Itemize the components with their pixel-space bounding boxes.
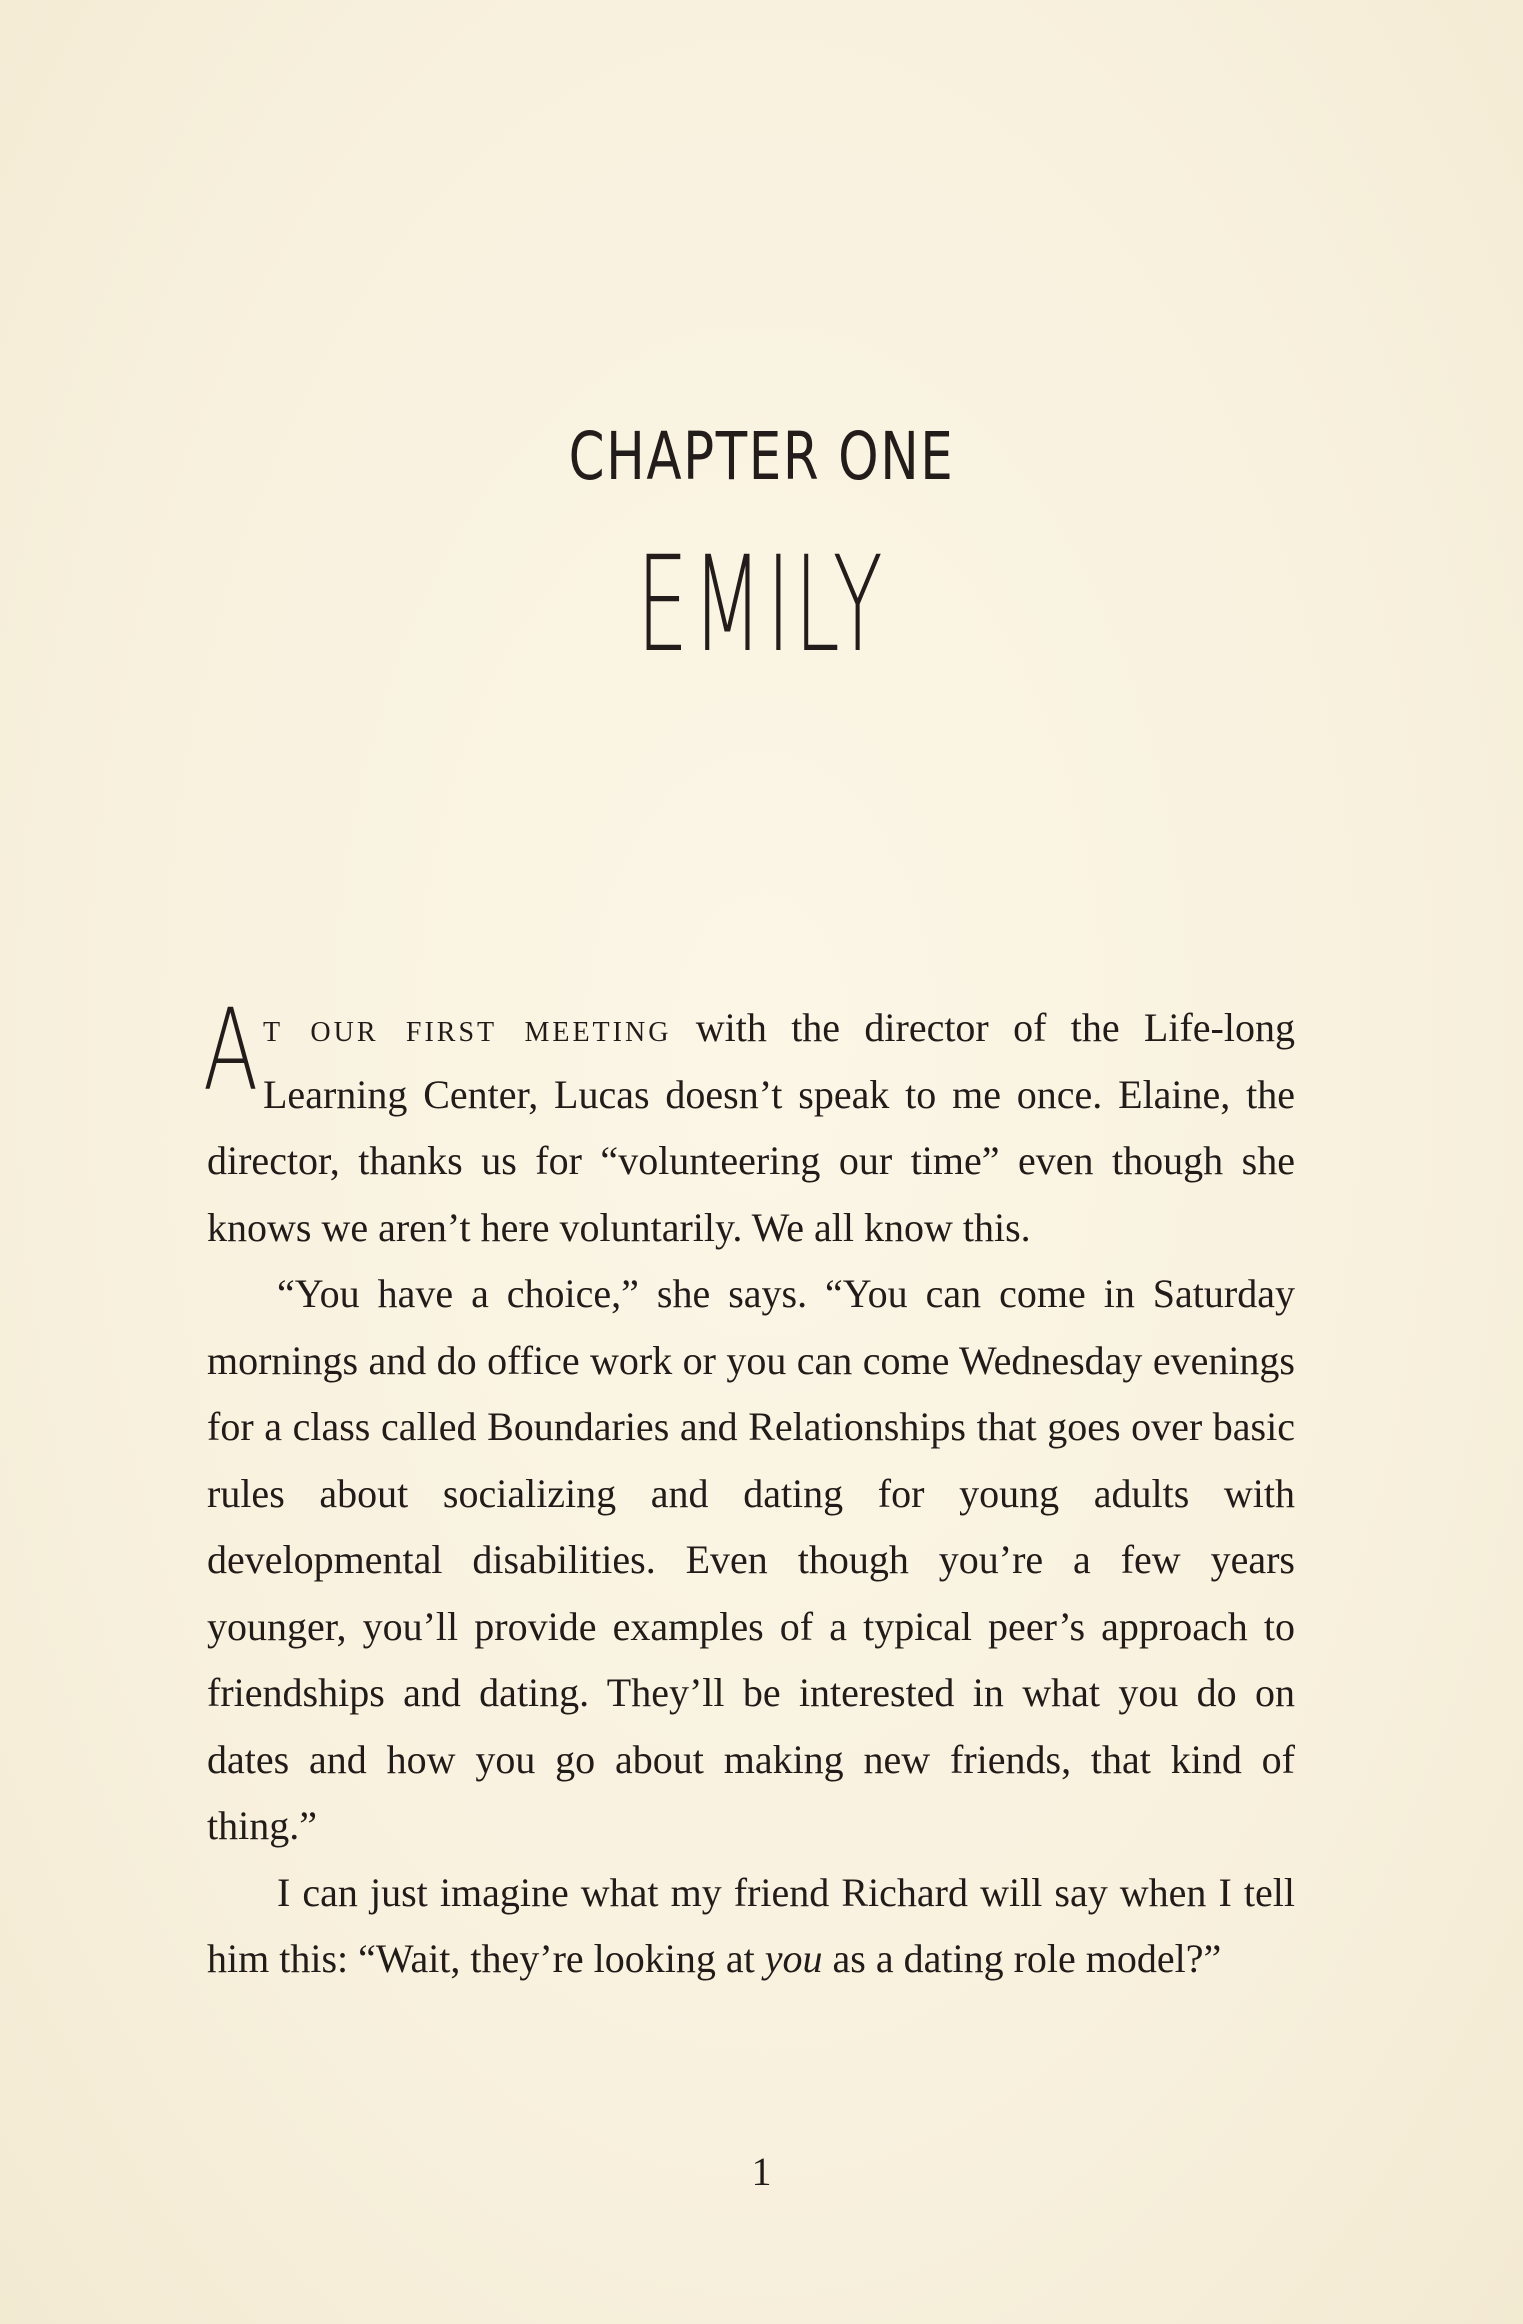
chapter-title: EMILY — [636, 528, 887, 682]
chapter-body — [203, 986, 1295, 1993]
paragraph-1 — [203, 986, 1295, 1261]
emphasis-you: you — [764, 1936, 823, 1981]
opening-small-caps: t our first meeting — [263, 1005, 672, 1050]
paragraph-1-text: with the director of the Life-long Learning Center, Lucas doesn’t speak to me once. Elaine, the director, thanks us for “volunteering our time” even though she knows we aren’t here voluntarily. We all know this. — [207, 1005, 1295, 1250]
drop-cap: A — [203, 986, 259, 1116]
chapter-number: CHAPTER ONE — [568, 418, 955, 495]
paragraph-3-text-start: I can just imagine what my friend Richard will say when I tell him this: “Wait, they’re looking at — [207, 1869, 1295, 1981]
paragraph-3-text-end: as a dating role model?” — [822, 1936, 1222, 1981]
paragraph-2: “You have a choice,” she says. “You can come in Saturday mornings and do office work or you can come Wednesday evenings for a class called Boundaries and Relationships that goes over basic rules about socializing and dating for young adults with developmental disabilities. Even though you’re a few years younger, you’ll provide examples of a typical peer’s approach to friendships and dating. They’ll be interested in what you do on dates and how you go about making new friends, that kind of thing.” — [207, 1271, 1295, 1848]
paragraph-3 — [207, 1860, 1295, 1993]
page-number: 1 — [751, 2149, 772, 2194]
